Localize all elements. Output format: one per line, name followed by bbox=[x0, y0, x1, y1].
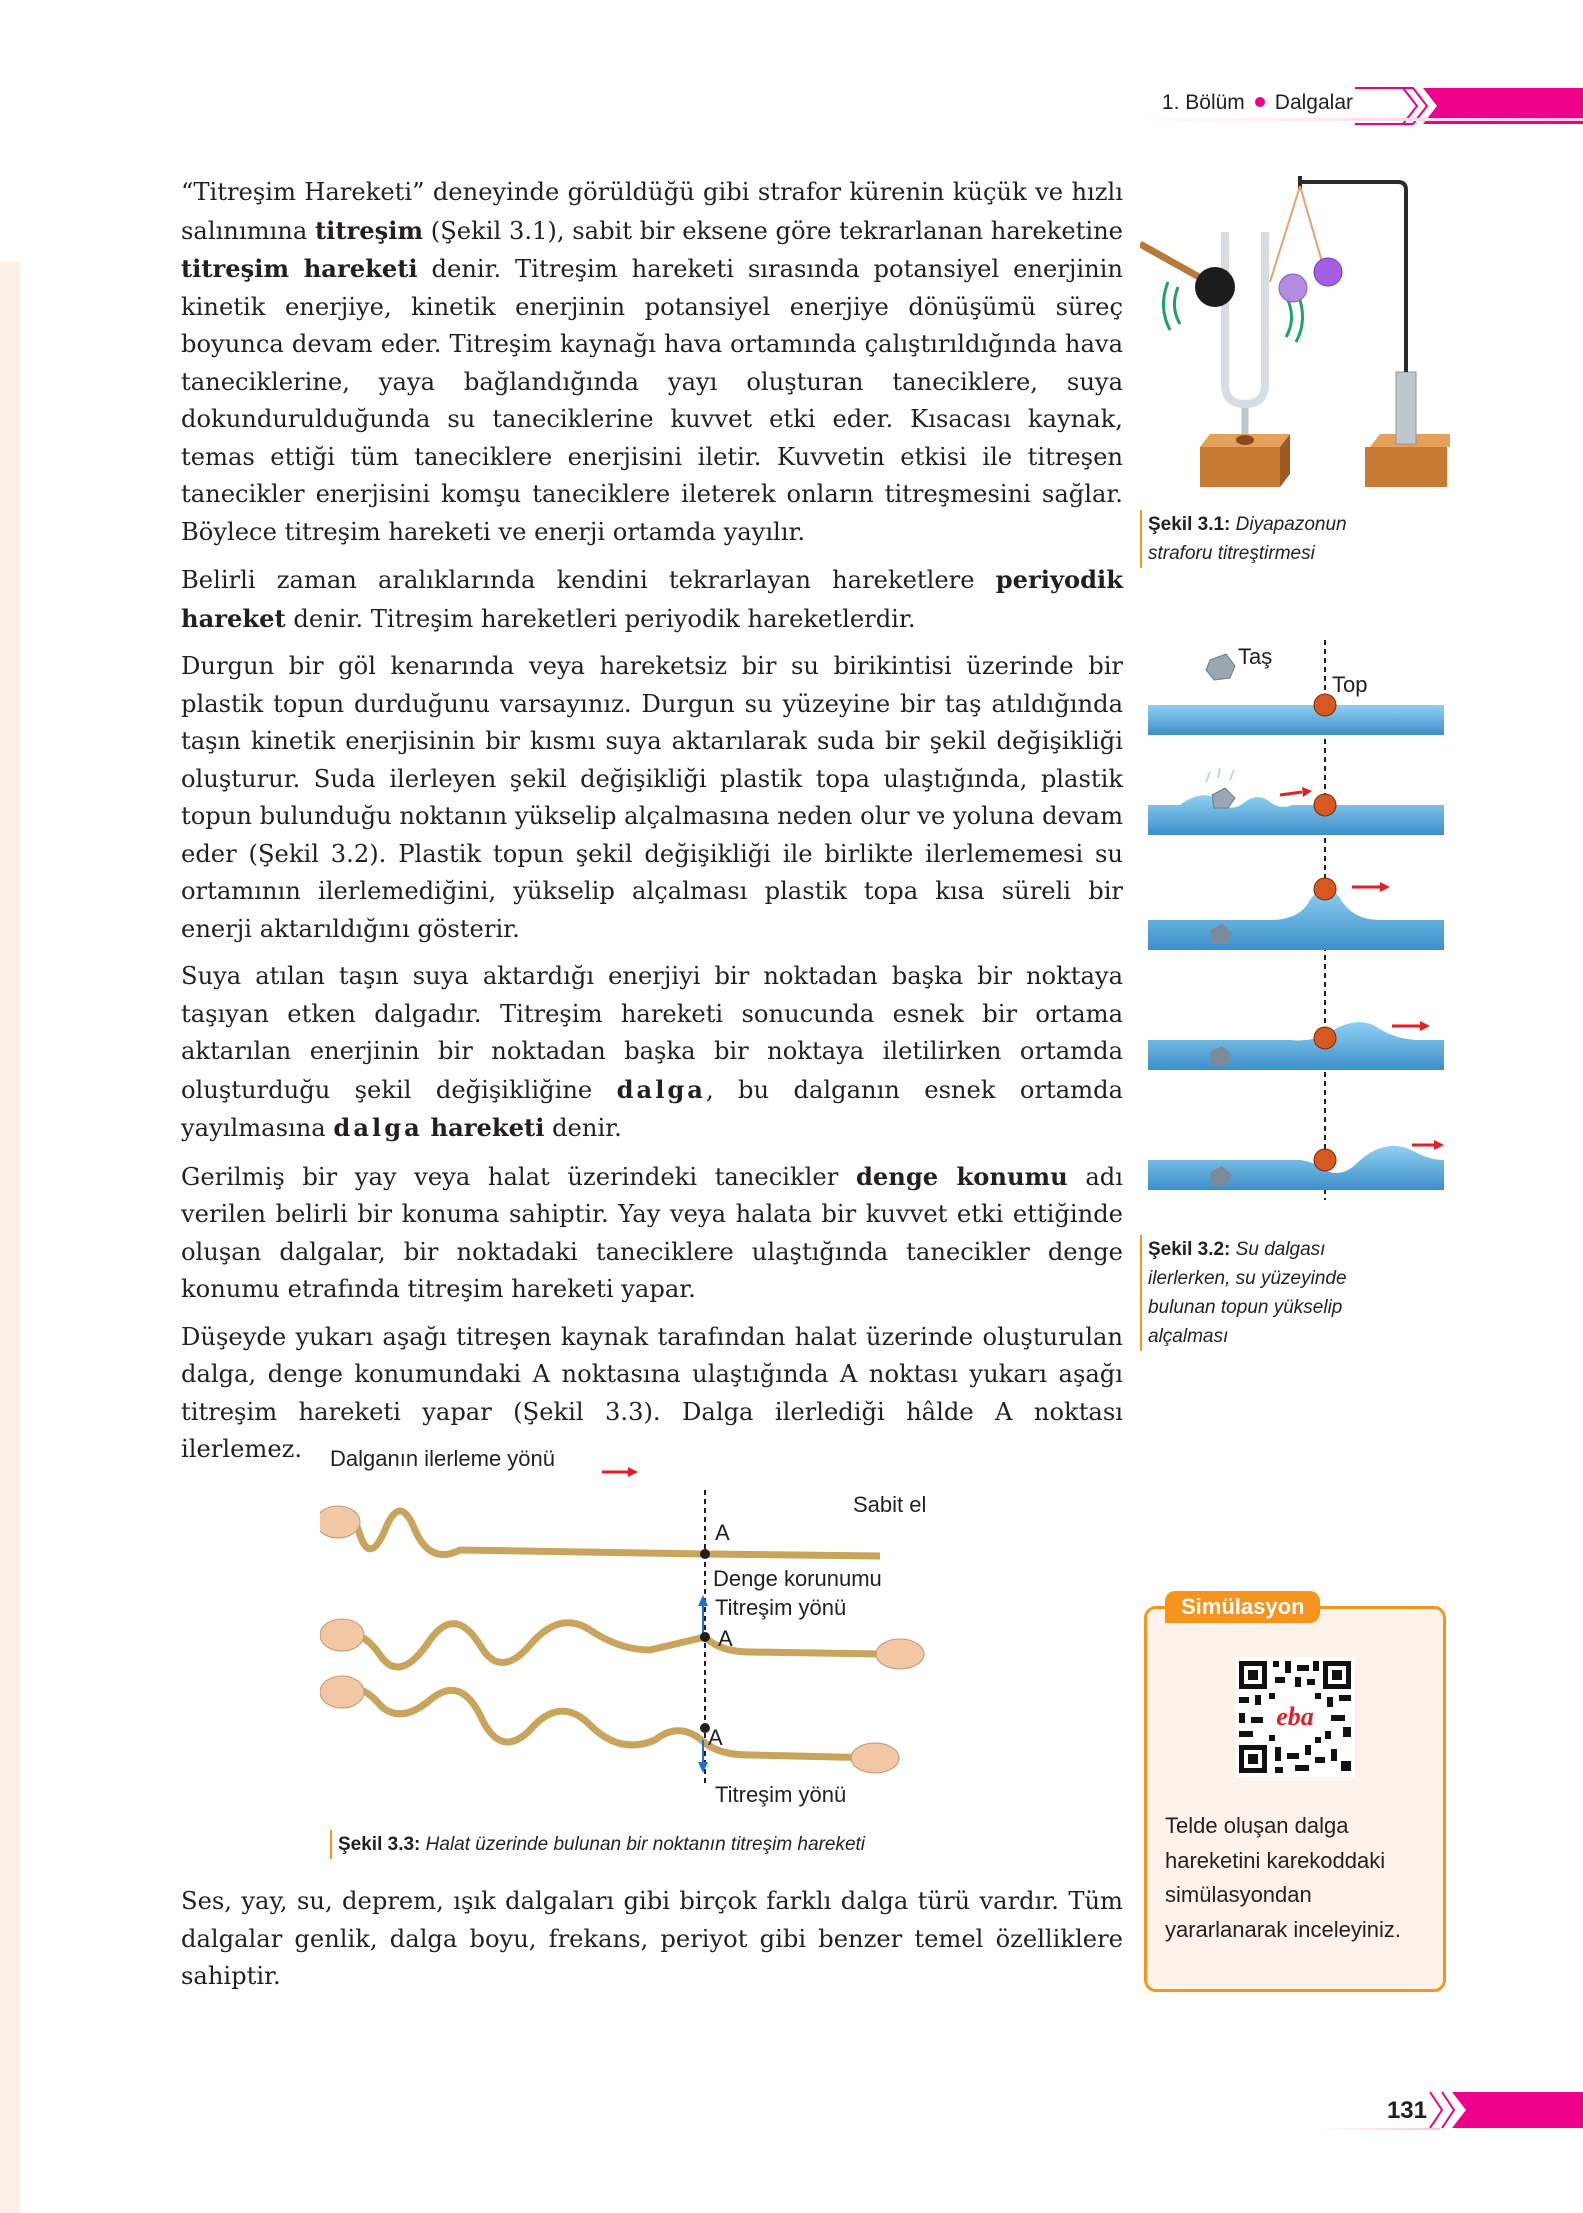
header-underline bbox=[1140, 118, 1583, 124]
p1-text-d: denir. Titreşim hareketi sırasında potansiyel enerjinin kinetik enerjiye, kinetik enerjinin potansiyel enerjiye dönüşümü süreç boyunca devam eder. Titreşim kaynağı hava ortamında çalıştırıldığında hava taneciklerine, yaya bağlandığında yayı oluşturan taneciklere, suya dokundurulduğunda su taneciklerine kuvvet etki eder. Kısacası kaynak, temas ettiği tüm taneciklere enerjisini iletir. Kuvvetin etkisi ile titreşen tanecikler enerjisini komşu taneciklere ileterek onların titreşmesini sağlar. Böylece titreşim hareketi ve enerji ortamda yayılır. bbox=[181, 255, 1123, 546]
rope-row-3 bbox=[330, 1687, 880, 1758]
footer-underline bbox=[1320, 2128, 1440, 2130]
hand-right-3 bbox=[851, 1743, 899, 1773]
stone-label: Taş bbox=[1238, 644, 1273, 669]
water-row-1 bbox=[1148, 705, 1444, 735]
fig33-caption-text: Halat üzerinde bulunan bir noktanın titreşim hareketi bbox=[425, 1834, 866, 1855]
figure-3-1-tuning-fork bbox=[1140, 172, 1450, 502]
equilibrium-label: Denge korunumu bbox=[713, 1566, 882, 1591]
left-margin-strip bbox=[0, 262, 20, 2213]
vibration-arrow-down-icon bbox=[698, 1762, 708, 1773]
fork-base bbox=[1200, 447, 1280, 487]
stand-base bbox=[1365, 447, 1447, 487]
paragraph-periodic bbox=[181, 561, 1123, 638]
ball-row-4 bbox=[1314, 1027, 1336, 1049]
p4-text-d: denir. bbox=[544, 1114, 622, 1142]
styrofoam-ball bbox=[1279, 274, 1307, 302]
water-row-5 bbox=[1148, 1146, 1444, 1190]
p1-term-titresim-hareketi: titreşim hareketi bbox=[181, 254, 418, 283]
paragraph-rope: Düşeyde yukarı aşağı titreşen kaynak tarafından halat üzerinde oluşturulan dalga, denge konumundaki A noktasına ulaştığında A noktası yukarı aşağı titreşim hareketi yapar (Şekil 3.3). Dalga ilerlediği hâlde A noktası ilerlemez. bbox=[181, 1322, 1123, 1463]
water-row-3 bbox=[1148, 888, 1444, 950]
figure-3-3-rope-wave bbox=[320, 1440, 960, 1820]
point-a-label-3: A bbox=[708, 1725, 723, 1750]
paragraph-vibration bbox=[181, 174, 1123, 551]
stone-icon bbox=[1206, 654, 1235, 680]
ball-row-1 bbox=[1314, 694, 1336, 716]
main-text-bottom bbox=[181, 1883, 1123, 2006]
p2-term-periyodik: periyodik hareket bbox=[181, 565, 1123, 633]
p2-text-c: denir. Titreşim hareketleri periyodik hareketlerdir. bbox=[285, 604, 916, 633]
water-row-4 bbox=[1148, 1022, 1444, 1070]
fig31-caption-text: Diyapazonun straforu titreştirmesi bbox=[1148, 514, 1347, 564]
fig32-caption-label: Şekil 3.2: bbox=[1148, 1239, 1231, 1260]
paragraph-equilibrium bbox=[181, 1158, 1123, 1309]
mallet-head bbox=[1195, 267, 1235, 307]
hand-right-2 bbox=[876, 1639, 924, 1669]
figure-3-1-caption bbox=[1140, 510, 1398, 568]
simulation-text: Telde oluşan dalga hareketini karekoddaki simülasyondan yararlanarak inceleyiniz. bbox=[1165, 1813, 1401, 1942]
eba-logo: eba bbox=[1276, 1702, 1314, 1731]
direction-arrow-icon bbox=[628, 1467, 638, 1477]
direction-label: Dalganın ilerleme yönü bbox=[330, 1446, 556, 1471]
styrofoam-ball-2 bbox=[1314, 258, 1342, 286]
vibration-label-top: Titreşim yönü bbox=[715, 1595, 847, 1620]
stand-rod bbox=[1396, 372, 1416, 444]
p4-term-dalga: dalga bbox=[616, 1074, 706, 1104]
p5-term-denge: denge konumu bbox=[855, 1161, 1068, 1191]
fig31-caption-label: Şekil 3.1: bbox=[1148, 514, 1231, 535]
hand-left-2 bbox=[320, 1619, 364, 1651]
p1-text-a: “Titreşim Hareketi” deneyinde görüldüğü gibi strafor kürenin küçük ve hızlı salınımına bbox=[181, 178, 1123, 245]
p1-text-c: (Şekil 3.1), sabit bir eksene göre tekrarlanan hareketine bbox=[423, 216, 1123, 245]
point-a-row-2 bbox=[700, 1632, 710, 1642]
paragraph-wave-types: Ses, yay, su, deprem, ışık dalgaları gibi birçok farklı dalga türü vardır. Tüm dalgalar genlik, dalga boyu, frekans, periyot gibi benzer temel özelliklere sahiptir. bbox=[181, 1887, 1123, 1990]
section-label: Dalgalar bbox=[1274, 91, 1353, 114]
point-a-label-2: A bbox=[718, 1626, 733, 1651]
point-a-row-1 bbox=[700, 1549, 710, 1559]
hand-left-3 bbox=[320, 1676, 364, 1708]
ball-row-5 bbox=[1314, 1149, 1336, 1171]
ball-row-3 bbox=[1314, 878, 1336, 900]
arrow-row-2 bbox=[1302, 787, 1312, 797]
arrow-row-5 bbox=[1434, 1140, 1444, 1150]
fig32-caption-text: Su dalgası ilerlerken, su yüzeyinde bulunan topun yükselip alçalması bbox=[1148, 1239, 1347, 1347]
fixed-hand-label: Sabit el bbox=[853, 1492, 927, 1517]
figure-3-2-water-wave bbox=[1140, 630, 1450, 1210]
point-a-label-1: A bbox=[715, 1520, 730, 1545]
rope-row-1 bbox=[330, 1511, 880, 1556]
p4-term-dalga-2: dalga bbox=[333, 1113, 423, 1142]
vibration-arrow-up-icon bbox=[698, 1595, 708, 1606]
p4-term-hareketi: hareketi bbox=[430, 1113, 545, 1142]
chapter-label: 1. Bölüm bbox=[1161, 91, 1245, 114]
p5-text-c: adı verilen belirli bir konuma sahiptir. Yay veya halata bir kuvvet etki ettiğinde oluşan dalgalar, bir noktadaki taneciklere ulaştığında tanecikler denge konumu etrafında titreşim hareketi yapar. bbox=[181, 1162, 1124, 1303]
figure-3-3-caption bbox=[330, 1830, 1038, 1859]
mallet-handle bbox=[1140, 244, 1208, 282]
p2-text-a: Belirli zaman aralıklarında kendini tekrarlayan hareketlere bbox=[181, 566, 996, 594]
p5-text-a: Gerilmiş bir yay veya halat üzerindeki tanecikler bbox=[181, 1162, 856, 1191]
hand-left-1 bbox=[320, 1506, 360, 1538]
fig33-caption-label: Şekil 3.3: bbox=[338, 1834, 421, 1855]
arrow-row-3 bbox=[1380, 882, 1390, 892]
simulation-tab: Simülasyon bbox=[1165, 1591, 1320, 1623]
ball-label: Top bbox=[1332, 672, 1368, 697]
p1-term-titresim: titreşim bbox=[315, 215, 424, 245]
vibration-label-bottom: Titreşim yönü bbox=[715, 1782, 847, 1807]
arrow-row-4 bbox=[1420, 1021, 1430, 1031]
rope-row-2 bbox=[330, 1623, 880, 1667]
main-text-column bbox=[181, 174, 1123, 1479]
water-row-2 bbox=[1148, 795, 1444, 835]
qr-code-icon[interactable] bbox=[1235, 1657, 1355, 1777]
p4-text-a: Suya atılan taşın suya aktardığı enerjiyi bir noktadan başka bir noktaya taşıyan etken dalgadır. Titreşim hareketi sonucunda esnek bir ortama aktarılan enerjinin bir noktadan başka bir noktaya iletilirken ortamda oluşturduğu şekil değişikliğine bbox=[181, 962, 1123, 1104]
paragraph-wave bbox=[181, 958, 1123, 1148]
page-number: 131 bbox=[1386, 2097, 1427, 2124]
paragraph-lake: Durgun bir göl kenarında veya hareketsiz bir su birikintisi üzerinde bir plastik topun durduğunu varsayınız. Durgun su yüzeyine bir taş atıldığında taşın kinetik enerjisinin bir kısmı suya aktarılarak suda bir şekil değişikliği oluşturur. Suda ilerleyen şekil değişikliği plastik topa ulaştığında, plastik topun bulunduğu noktanın yükselip alçalmasına neden olur ve yoluna devam eder (Şekil 3.2). Plastik topun şekil değişikliği ile birlikte ilerlememesi su ortamının ilerlemediğini, yükselip alçalması plastik topa kısa süreli bir enerji aktarıldığını gösterir. bbox=[181, 652, 1124, 943]
p4-text-c: , bu dalganın esnek ortamda yayılmasına bbox=[181, 1075, 1123, 1142]
simulation-box bbox=[1144, 1594, 1446, 1992]
ball-row-2 bbox=[1314, 794, 1336, 816]
figure-3-2-caption bbox=[1140, 1235, 1378, 1351]
